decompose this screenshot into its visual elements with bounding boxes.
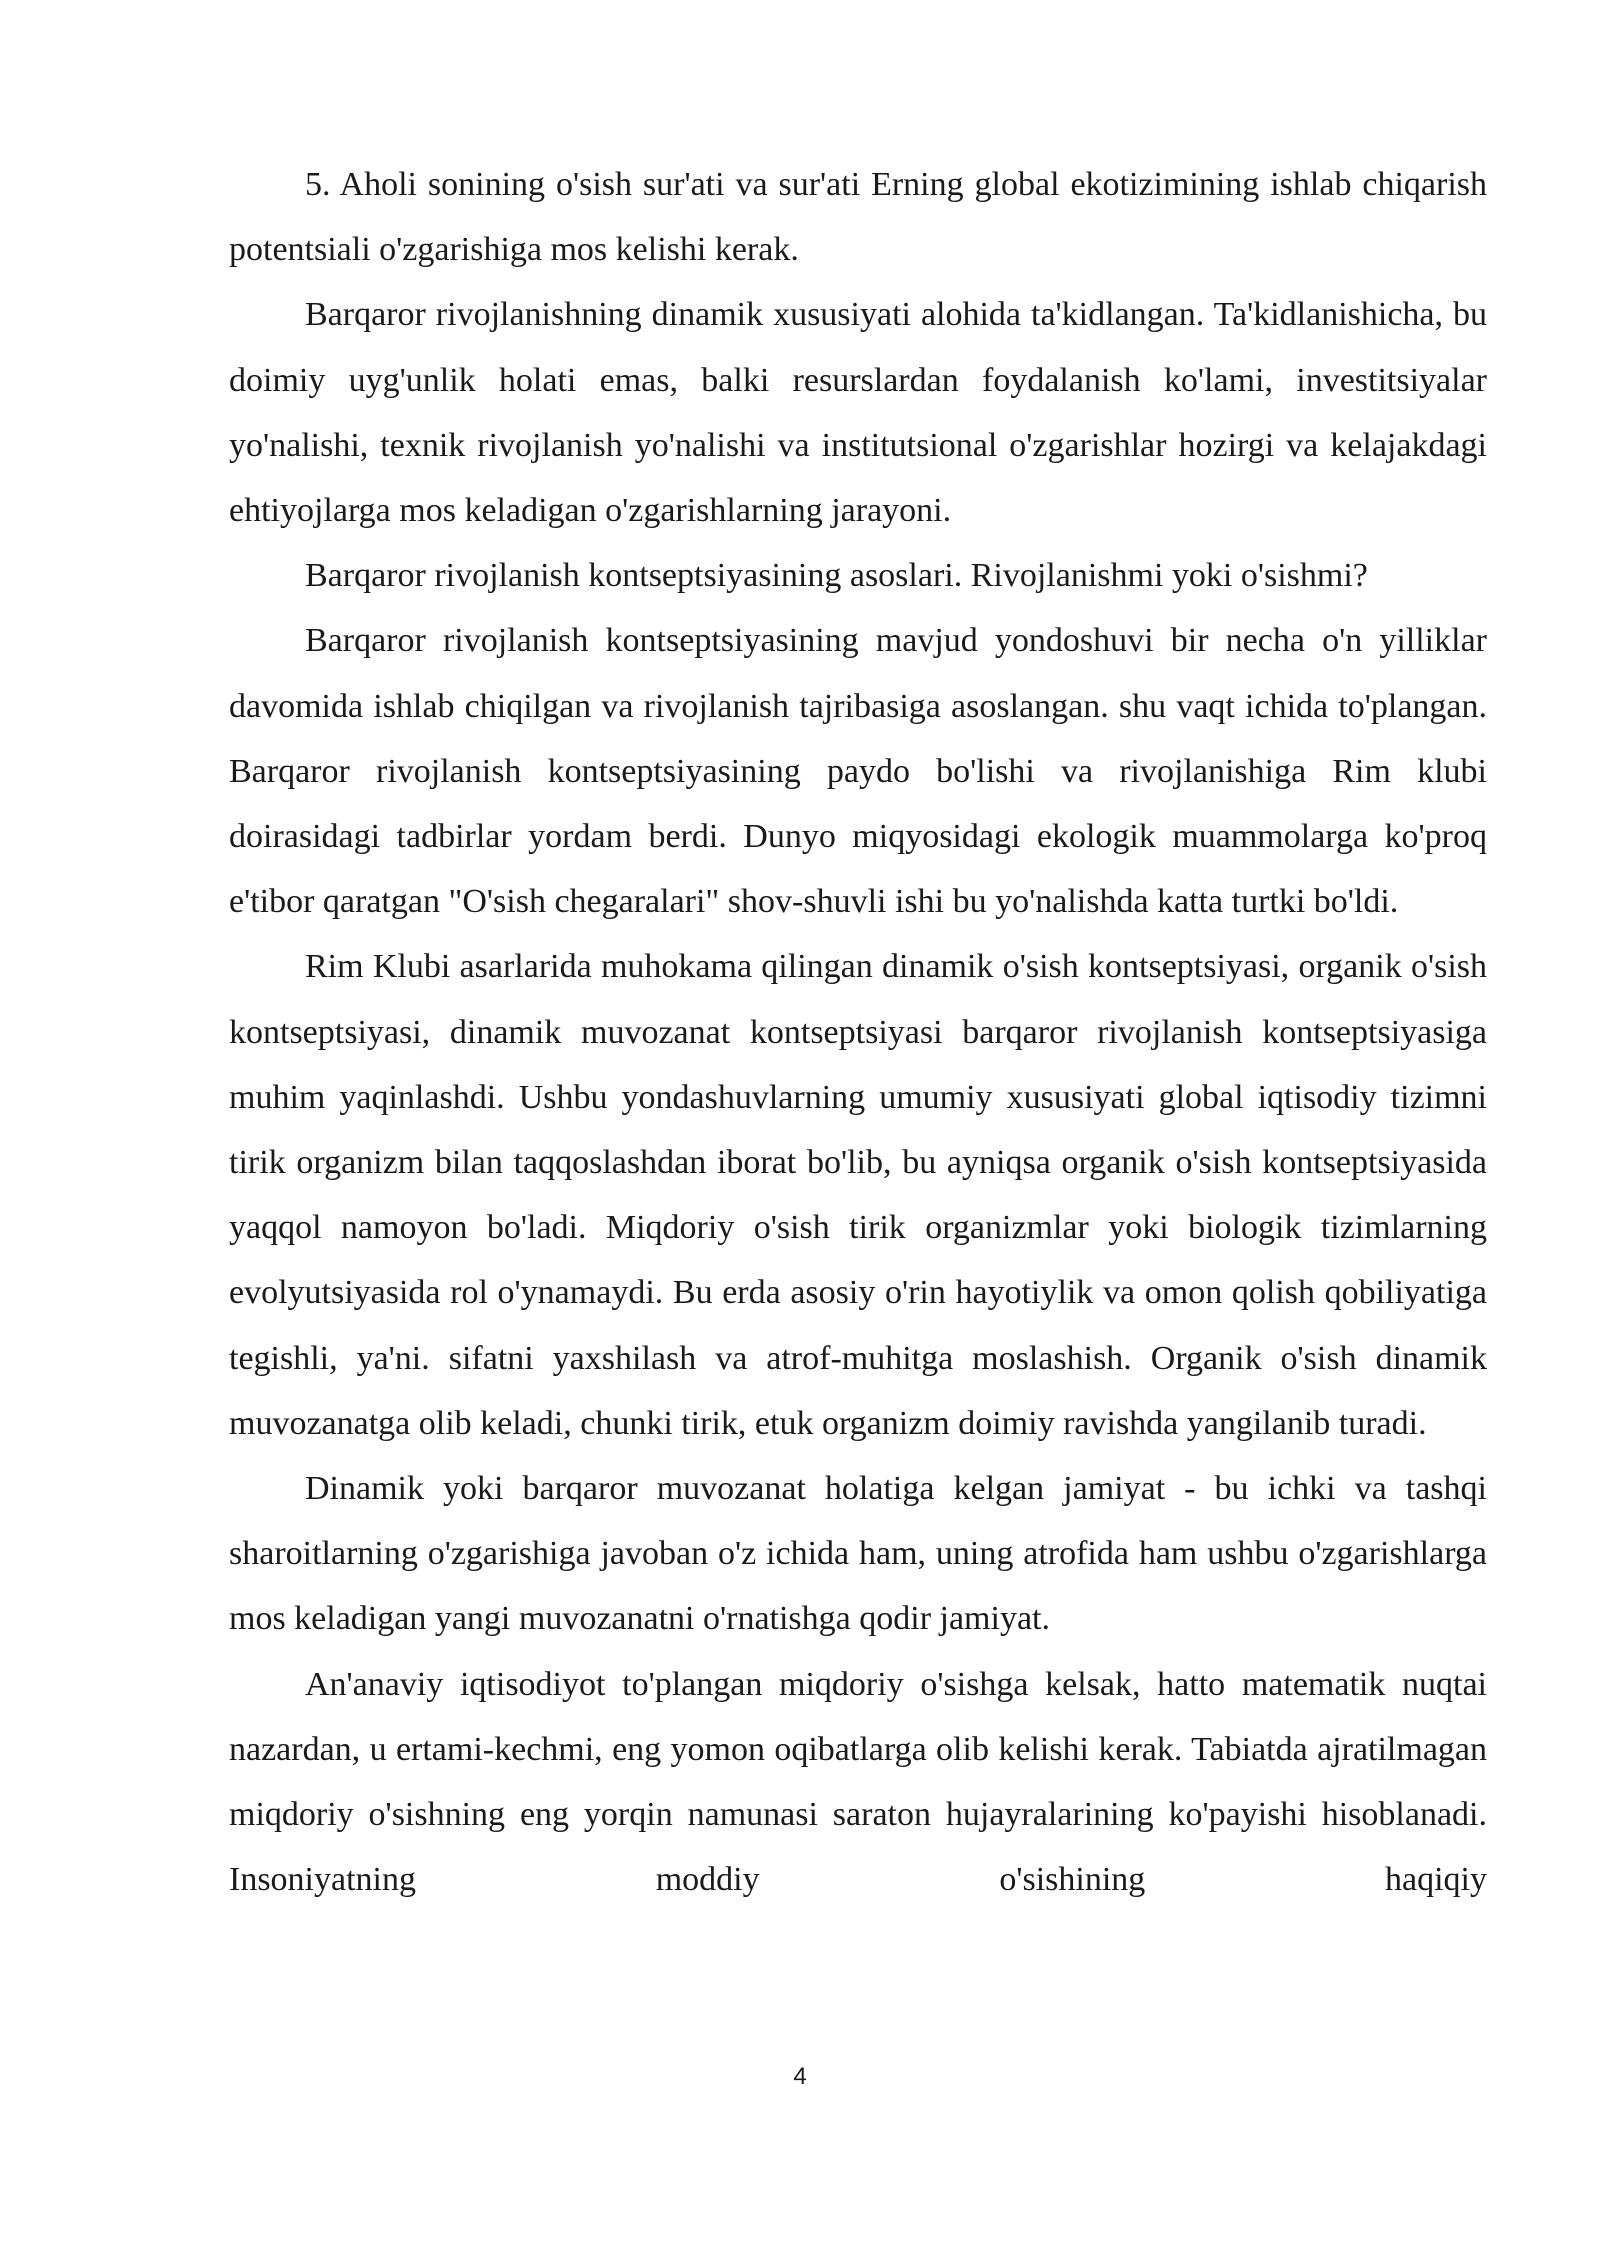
paragraph: 5. Aholi sonining o'sish sur'ati va sur'ati Erning global ekotizimining ishlab chiqarish potentsiali o'zgarishiga mos kelishi kerak. [229,166,1487,269]
paragraph: Barqaror rivojlanish kontseptsiyasining mavjud yondoshuvi bir necha o'n yilliklar davomida ishlab chiqilgan va rivojlanish tajribasiga asoslangan. shu vaqt ichida to'plangan. Barqaror rivojlanish kontseptsiyasining paydo bo'lishi va rivojlanishiga Rim klubi doirasidagi tadbirlar yordam berdi. Dunyo miqyosidagi ekologik muammolarga ko'proq e'tibor qaratgan "O'sish chegaralari" shov-shuvli ishi bu yo'nalishda katta turtki bo'ldi. [229,622,1487,921]
document-body [229,152,1487,1912]
paragraph-heading: Barqaror rivojlanish kontseptsiyasining asoslari. Rivojlanishmi yoki o'sishmi? [305,557,1368,595]
page-number: 4 [793,2063,807,2090]
paragraph: Rim Klubi asarlarida muhokama qilingan dinamik o'sish kontseptsiyasi, organik o'sish kontseptsiyasi, dinamik muvozanat kontseptsiyasi barqaror rivojlanish kontseptsiyasiga muhim yaqinlashdi. Ushbu yondashuvlarning umumiy xususiyati global iqtisodiy tizimni tirik organizm bilan taqqoslashdan iborat bo'lib, bu ayniqsa organik o'sish kontseptsiyasida yaqqol namoyon bo'ladi. Miqdoriy o'sish tirik organizmlar yoki biologik tizimlarning evolyutsiyasida rol o'ynamaydi. Bu erda asosiy o'rin hayotiylik va omon qolish qobiliyatiga tegishli, ya'ni. sifatni yaxshilash va atrof-muhitga moslashish. Organik o'sish dinamik muvozanatga olib keladi, chunki tirik, etuk organizm doimiy ravishda yangilanib turadi. [229,948,1487,1442]
paragraph: Dinamik yoki barqaror muvozanat holatiga kelgan jamiyat - bu ichki va tashqi sharoitlarning o'zgarishiga javoban o'z ichida ham, uning atrofida ham ushbu o'zgarishlarga mos keladigan yangi muvozanatni o'rnatishga qodir jamiyat. [229,1470,1487,1638]
paragraph: An'anaviy iqtisodiyot to'plangan miqdoriy o'sishga kelsak, hatto matematik nuqtai nazardan, u ertami-kechmi, eng yomon oqibatlarga olib kelishi kerak. Tabiatda ajratilmagan miqdoriy o'sishning eng yorqin namunasi saraton hujayralarining ko'payishi hisoblanadi. Insoniyatning moddiy o'sishining haqiqiy [229,1665,1487,1899]
paragraph: Barqaror rivojlanishning dinamik xususiyati alohida ta'kidlangan. Ta'kidlanishicha, bu doimiy uyg'unlik holati emas, balki resurslardan foydalanish ko'lami, investitsiyalar yo'nalishi, texnik rivojlanish yo'nalishi va institutsional o'zgarishlar hozirgi va kelajakdagi ehtiyojlarga mos keladigan o'zgarishlarning jarayoni. [229,296,1487,530]
